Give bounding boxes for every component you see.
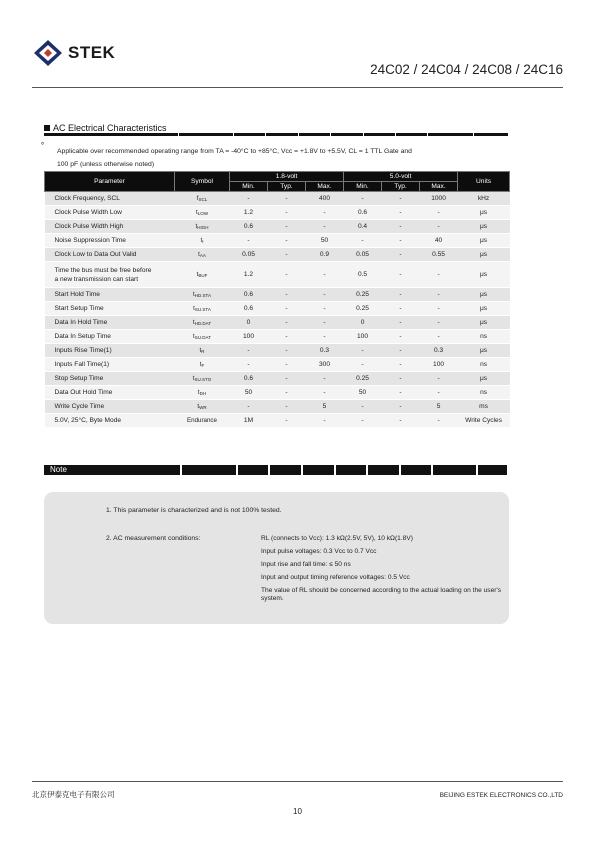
cell-symbol bbox=[175, 372, 230, 386]
table-row bbox=[45, 192, 510, 206]
symbol-text: t bbox=[192, 319, 195, 326]
cell-min18: - bbox=[230, 234, 268, 248]
table-row bbox=[45, 414, 510, 428]
cell-symbol bbox=[175, 262, 230, 288]
note-item-1: 1. This parameter is characterized and is not 100% tested. bbox=[106, 507, 282, 514]
cell-min50: - bbox=[344, 414, 382, 428]
cell-typ18: - bbox=[268, 248, 306, 262]
cell-units: Write Cycles bbox=[458, 414, 510, 428]
cell-min18: 1.2 bbox=[230, 206, 268, 220]
cell-units: μs bbox=[458, 262, 510, 288]
cell-typ18: - bbox=[268, 302, 306, 316]
cell-units: μs bbox=[458, 248, 510, 262]
parameter-text: Data Out Hold Time bbox=[54, 389, 113, 396]
cell-typ50: - bbox=[382, 192, 420, 206]
cell-parameter bbox=[45, 302, 175, 316]
cell-parameter bbox=[45, 386, 175, 400]
cell-min18: - bbox=[230, 344, 268, 358]
cell-symbol bbox=[175, 248, 230, 262]
cell-max18: - bbox=[306, 316, 344, 330]
cell-units: μs bbox=[458, 316, 510, 330]
cell-parameter bbox=[45, 234, 175, 248]
symbol-subscript: HD.DAT bbox=[194, 321, 212, 326]
symbol-subscript: WR bbox=[199, 405, 207, 410]
parameter-text: Clock Pulse Width Low bbox=[54, 209, 122, 216]
cell-min18: - bbox=[230, 358, 268, 372]
symbol-subscript: R bbox=[201, 349, 205, 354]
cell-typ50: - bbox=[382, 330, 420, 344]
header-parameter: Parameter bbox=[45, 172, 175, 192]
cell-typ50: - bbox=[382, 234, 420, 248]
condition-reference: Input and output timing reference voltages: 0.5 Vcc bbox=[261, 574, 410, 581]
cell-min50: 0.4 bbox=[344, 220, 382, 234]
cell-typ50: - bbox=[382, 262, 420, 288]
symbol-text: t bbox=[199, 361, 202, 368]
symbol-text: t bbox=[193, 291, 195, 298]
symbol-subscript: SCL bbox=[198, 197, 208, 202]
symbol-text: t bbox=[197, 389, 200, 396]
cell-parameter bbox=[45, 262, 175, 288]
condition-pulse: Input pulse voltages: 0.3 Vcc to 0.7 Vcc bbox=[261, 548, 377, 555]
section-title bbox=[44, 123, 167, 133]
parameter-text: Time the bus must be free before bbox=[54, 266, 152, 274]
cell-min18: - bbox=[230, 400, 268, 414]
symbol-subscript: LOW bbox=[197, 211, 208, 216]
parameter-text: Data In Hold Time bbox=[54, 319, 108, 326]
cell-parameter bbox=[45, 358, 175, 372]
symbol-subscript: I bbox=[202, 239, 204, 244]
cell-max18: 0.3 bbox=[306, 344, 344, 358]
cell-units: μs bbox=[458, 372, 510, 386]
cell-symbol bbox=[175, 386, 230, 400]
cell-typ18: - bbox=[268, 372, 306, 386]
header-symbol: Symbol bbox=[175, 172, 230, 192]
brand-name: STEK bbox=[68, 43, 116, 62]
cell-min18: 0.6 bbox=[230, 372, 268, 386]
table-row bbox=[45, 316, 510, 330]
header-max: Max. bbox=[420, 182, 458, 192]
parameter-text: 5.0V, 25°C, Byte Mode bbox=[54, 417, 122, 424]
cell-units: ms bbox=[458, 400, 510, 414]
cell-typ50: - bbox=[382, 248, 420, 262]
cell-min18: 50 bbox=[230, 386, 268, 400]
cell-typ50: - bbox=[382, 372, 420, 386]
table-row bbox=[45, 330, 510, 344]
table-row bbox=[45, 302, 510, 316]
cell-max50: - bbox=[420, 316, 458, 330]
cell-parameter bbox=[45, 288, 175, 302]
cell-max18: - bbox=[306, 262, 344, 288]
cell-max18: - bbox=[306, 414, 344, 428]
symbol-subscript: SU.STO bbox=[194, 377, 212, 382]
footer-divider bbox=[32, 781, 563, 782]
cell-max18: - bbox=[306, 206, 344, 220]
cell-min50: - bbox=[344, 344, 382, 358]
cell-min50: 0.5 bbox=[344, 262, 382, 288]
test-conditions bbox=[57, 145, 497, 171]
cell-max18: 300 bbox=[306, 358, 344, 372]
parameter-text: Data In Setup Time bbox=[54, 333, 111, 340]
cell-typ50: - bbox=[382, 414, 420, 428]
cell-max50: 5 bbox=[420, 400, 458, 414]
symbol-subscript: DH bbox=[199, 391, 207, 396]
symbol-text: t bbox=[198, 251, 200, 258]
ac-characteristics-table bbox=[44, 171, 510, 428]
cell-max50: - bbox=[420, 372, 458, 386]
cell-symbol bbox=[175, 316, 230, 330]
cell-typ50: - bbox=[382, 288, 420, 302]
header-max: Max. bbox=[306, 182, 344, 192]
cell-symbol bbox=[175, 220, 230, 234]
cell-max18: - bbox=[306, 372, 344, 386]
cell-symbol bbox=[175, 414, 230, 428]
cell-typ50: - bbox=[382, 302, 420, 316]
cell-typ18: - bbox=[268, 192, 306, 206]
cell-parameter bbox=[45, 400, 175, 414]
cell-units: ns bbox=[458, 358, 510, 372]
cell-parameter bbox=[45, 192, 175, 206]
symbol-text: t bbox=[193, 305, 195, 312]
table-row bbox=[45, 220, 510, 234]
cell-max50: - bbox=[420, 414, 458, 428]
table-row bbox=[45, 234, 510, 248]
cell-min50: - bbox=[344, 358, 382, 372]
cell-max50: - bbox=[420, 262, 458, 288]
section-title-bar bbox=[44, 133, 509, 136]
cell-typ18: - bbox=[268, 234, 306, 248]
symbol-subscript: HD.STA bbox=[194, 293, 211, 298]
table-row bbox=[45, 400, 510, 414]
parameter-text: Clock Pulse Width High bbox=[54, 223, 124, 230]
parameter-text: Stop Setup Time bbox=[54, 375, 104, 382]
cell-symbol bbox=[175, 234, 230, 248]
symbol-text: t bbox=[192, 375, 195, 382]
cell-min18: 1M bbox=[230, 414, 268, 428]
header-divider bbox=[32, 87, 563, 88]
header-typ: Typ. bbox=[382, 182, 420, 192]
cell-max18: - bbox=[306, 288, 344, 302]
cell-parameter bbox=[45, 316, 175, 330]
parameter-text: Start Setup Time bbox=[54, 305, 104, 312]
condition-line-2: 100 pF (unless otherwise noted) bbox=[57, 161, 155, 168]
symbol-text: t bbox=[196, 270, 199, 278]
cell-min18: 0 bbox=[230, 316, 268, 330]
cell-max18: 5 bbox=[306, 400, 344, 414]
cell-parameter bbox=[45, 248, 175, 262]
table-row bbox=[45, 262, 510, 288]
symbol-subscript: BUF bbox=[198, 272, 208, 278]
cell-typ50: - bbox=[382, 344, 420, 358]
parameter-text-line-2: a new transmission can start bbox=[54, 275, 139, 283]
cell-min50: 100 bbox=[344, 330, 382, 344]
table-row bbox=[45, 386, 510, 400]
symbol-text: t bbox=[199, 347, 202, 354]
cell-max50: - bbox=[420, 288, 458, 302]
stek-logo-icon bbox=[32, 38, 64, 68]
cell-units: μs bbox=[458, 220, 510, 234]
cell-symbol bbox=[175, 206, 230, 220]
cell-min50: - bbox=[344, 234, 382, 248]
section-bullet-icon bbox=[44, 125, 50, 131]
cell-typ18: - bbox=[268, 400, 306, 414]
cell-min50: 0.05 bbox=[344, 248, 382, 262]
cell-typ50: - bbox=[382, 358, 420, 372]
cell-parameter bbox=[45, 372, 175, 386]
cell-max50: - bbox=[420, 386, 458, 400]
cell-max50: 0.55 bbox=[420, 248, 458, 262]
table-row bbox=[45, 288, 510, 302]
cell-max18: - bbox=[306, 386, 344, 400]
table-row bbox=[45, 344, 510, 358]
cell-max50: 40 bbox=[420, 234, 458, 248]
cell-max50: 1000 bbox=[420, 192, 458, 206]
cell-parameter bbox=[45, 330, 175, 344]
parameter-text: Write Cycle Time bbox=[54, 403, 105, 410]
cell-min18: 100 bbox=[230, 330, 268, 344]
cell-max18: - bbox=[306, 330, 344, 344]
cell-max50: - bbox=[420, 302, 458, 316]
cell-min50: 50 bbox=[344, 386, 382, 400]
parameter-text: Clock Frequency, SCL bbox=[54, 195, 120, 202]
cell-min18: - bbox=[230, 192, 268, 206]
page-number: 10 bbox=[293, 807, 302, 816]
parameter-text: Clock Low to Data Out Valid bbox=[54, 251, 137, 258]
cell-typ50: - bbox=[382, 400, 420, 414]
symbol-subscript: AA bbox=[199, 253, 206, 258]
cell-parameter bbox=[45, 414, 175, 428]
parameter-text: Inputs Rise Time(1) bbox=[54, 347, 112, 354]
cell-max18: 400 bbox=[306, 192, 344, 206]
condition-rl-note: The value of RL should be concerned according to the actual loading on the user's system. bbox=[261, 587, 502, 602]
cell-typ50: - bbox=[382, 220, 420, 234]
note-title-bar bbox=[97, 465, 509, 475]
cell-max50: - bbox=[420, 206, 458, 220]
cell-min50: 0 bbox=[344, 316, 382, 330]
cell-max18: - bbox=[306, 302, 344, 316]
note-label: Note bbox=[44, 465, 100, 475]
cell-typ18: - bbox=[268, 262, 306, 288]
note-item-2-label: 2. AC measurement conditions: bbox=[106, 535, 201, 542]
cell-units: μs bbox=[458, 206, 510, 220]
header-min: Min. bbox=[230, 182, 268, 192]
cell-units: μs bbox=[458, 344, 510, 358]
part-numbers: 24C02 / 24C04 / 24C08 / 24C16 bbox=[370, 62, 563, 77]
cell-typ50: - bbox=[382, 206, 420, 220]
cell-max50: 100 bbox=[420, 358, 458, 372]
cell-units: ns bbox=[458, 386, 510, 400]
cell-typ50: - bbox=[382, 316, 420, 330]
symbol-text: t bbox=[200, 237, 203, 244]
symbol-text: f bbox=[196, 195, 199, 202]
cell-typ18: - bbox=[268, 220, 306, 234]
cell-symbol bbox=[175, 358, 230, 372]
cell-typ18: - bbox=[268, 206, 306, 220]
header-units: Units bbox=[458, 172, 510, 192]
footer-company-cn: 北京伊泰克电子有限公司 bbox=[32, 790, 115, 799]
table-body bbox=[45, 192, 510, 428]
cell-typ18: - bbox=[268, 330, 306, 344]
cell-typ18: - bbox=[268, 358, 306, 372]
cell-typ18: - bbox=[268, 414, 306, 428]
symbol-subscript: F bbox=[201, 363, 205, 368]
cell-symbol bbox=[175, 288, 230, 302]
cell-typ18: - bbox=[268, 386, 306, 400]
cell-typ18: - bbox=[268, 316, 306, 330]
parameter-text: Inputs Fall Time(1) bbox=[54, 361, 110, 368]
condition-rise-fall: Input rise and fall time: ≤ 50 ns bbox=[261, 561, 351, 568]
header-1v8: 1.8-volt bbox=[230, 172, 344, 182]
symbol-text: Endurance bbox=[187, 417, 217, 424]
cell-min18: 0.6 bbox=[230, 288, 268, 302]
cell-symbol bbox=[175, 302, 230, 316]
cell-units: μs bbox=[458, 288, 510, 302]
cell-min18: 0.05 bbox=[230, 248, 268, 262]
parameter-text: Start Hold Time bbox=[54, 291, 100, 298]
cell-max50: - bbox=[420, 330, 458, 344]
cell-min50: 0.25 bbox=[344, 372, 382, 386]
cell-symbol bbox=[175, 344, 230, 358]
cell-units: μs bbox=[458, 302, 510, 316]
cell-symbol bbox=[175, 330, 230, 344]
header-5v0: 5.0-volt bbox=[344, 172, 458, 182]
cell-typ50: - bbox=[382, 386, 420, 400]
table-row bbox=[45, 358, 510, 372]
cell-max18: 0.9 bbox=[306, 248, 344, 262]
cell-min18: 0.6 bbox=[230, 220, 268, 234]
cell-max18: 50 bbox=[306, 234, 344, 248]
cell-symbol bbox=[175, 192, 230, 206]
cell-max50: - bbox=[420, 220, 458, 234]
symbol-text: t bbox=[197, 403, 200, 410]
table-row bbox=[45, 248, 510, 262]
cell-min50: 0.25 bbox=[344, 288, 382, 302]
cell-units: kHz bbox=[458, 192, 510, 206]
cell-max18: - bbox=[306, 220, 344, 234]
note-item-2-conditions bbox=[261, 535, 511, 600]
symbol-text: t bbox=[193, 333, 195, 340]
cell-units: ns bbox=[458, 330, 510, 344]
symbol-subscript: SU.DAT bbox=[194, 335, 211, 340]
header-min: Min. bbox=[344, 182, 382, 192]
footer-company-en: BEIJING ESTEK ELECTRONICS CO.,LTD bbox=[439, 792, 563, 799]
symbol-subscript: HIGH bbox=[197, 225, 209, 230]
section-title-text: AC Electrical Characteristics bbox=[53, 123, 167, 133]
symbol-text: t bbox=[196, 209, 198, 216]
cell-units: μs bbox=[458, 234, 510, 248]
cell-min50: 0.6 bbox=[344, 206, 382, 220]
cell-parameter bbox=[45, 206, 175, 220]
cell-min18: 1.2 bbox=[230, 262, 268, 288]
company-logo bbox=[32, 38, 152, 68]
condition-bullet-icon: ° bbox=[41, 141, 45, 150]
condition-rl: RL (connects to Vcc): 1.3 kΩ(2.5V, 5V), 10 kΩ(1.8V) bbox=[261, 535, 413, 542]
cell-max50: 0.3 bbox=[420, 344, 458, 358]
cell-typ18: - bbox=[268, 344, 306, 358]
cell-symbol bbox=[175, 400, 230, 414]
parameter-text: Noise Suppression Time bbox=[54, 237, 126, 244]
cell-parameter bbox=[45, 220, 175, 234]
cell-typ18: - bbox=[268, 288, 306, 302]
table-row bbox=[45, 206, 510, 220]
cell-min18: 0.6 bbox=[230, 302, 268, 316]
symbol-text: t bbox=[195, 223, 198, 230]
table-row bbox=[45, 372, 510, 386]
cell-parameter bbox=[45, 344, 175, 358]
condition-line-1: Applicable over recommended operating range from TA = -40°C to +85°C, Vcc = +1.8V to +5.5V, CL = 1 TTL Gate and bbox=[57, 148, 412, 155]
symbol-subscript: SU.STA bbox=[194, 307, 211, 312]
cell-min50: - bbox=[344, 192, 382, 206]
header-typ: Typ. bbox=[268, 182, 306, 192]
cell-min50: 0.25 bbox=[344, 302, 382, 316]
cell-min50: - bbox=[344, 400, 382, 414]
